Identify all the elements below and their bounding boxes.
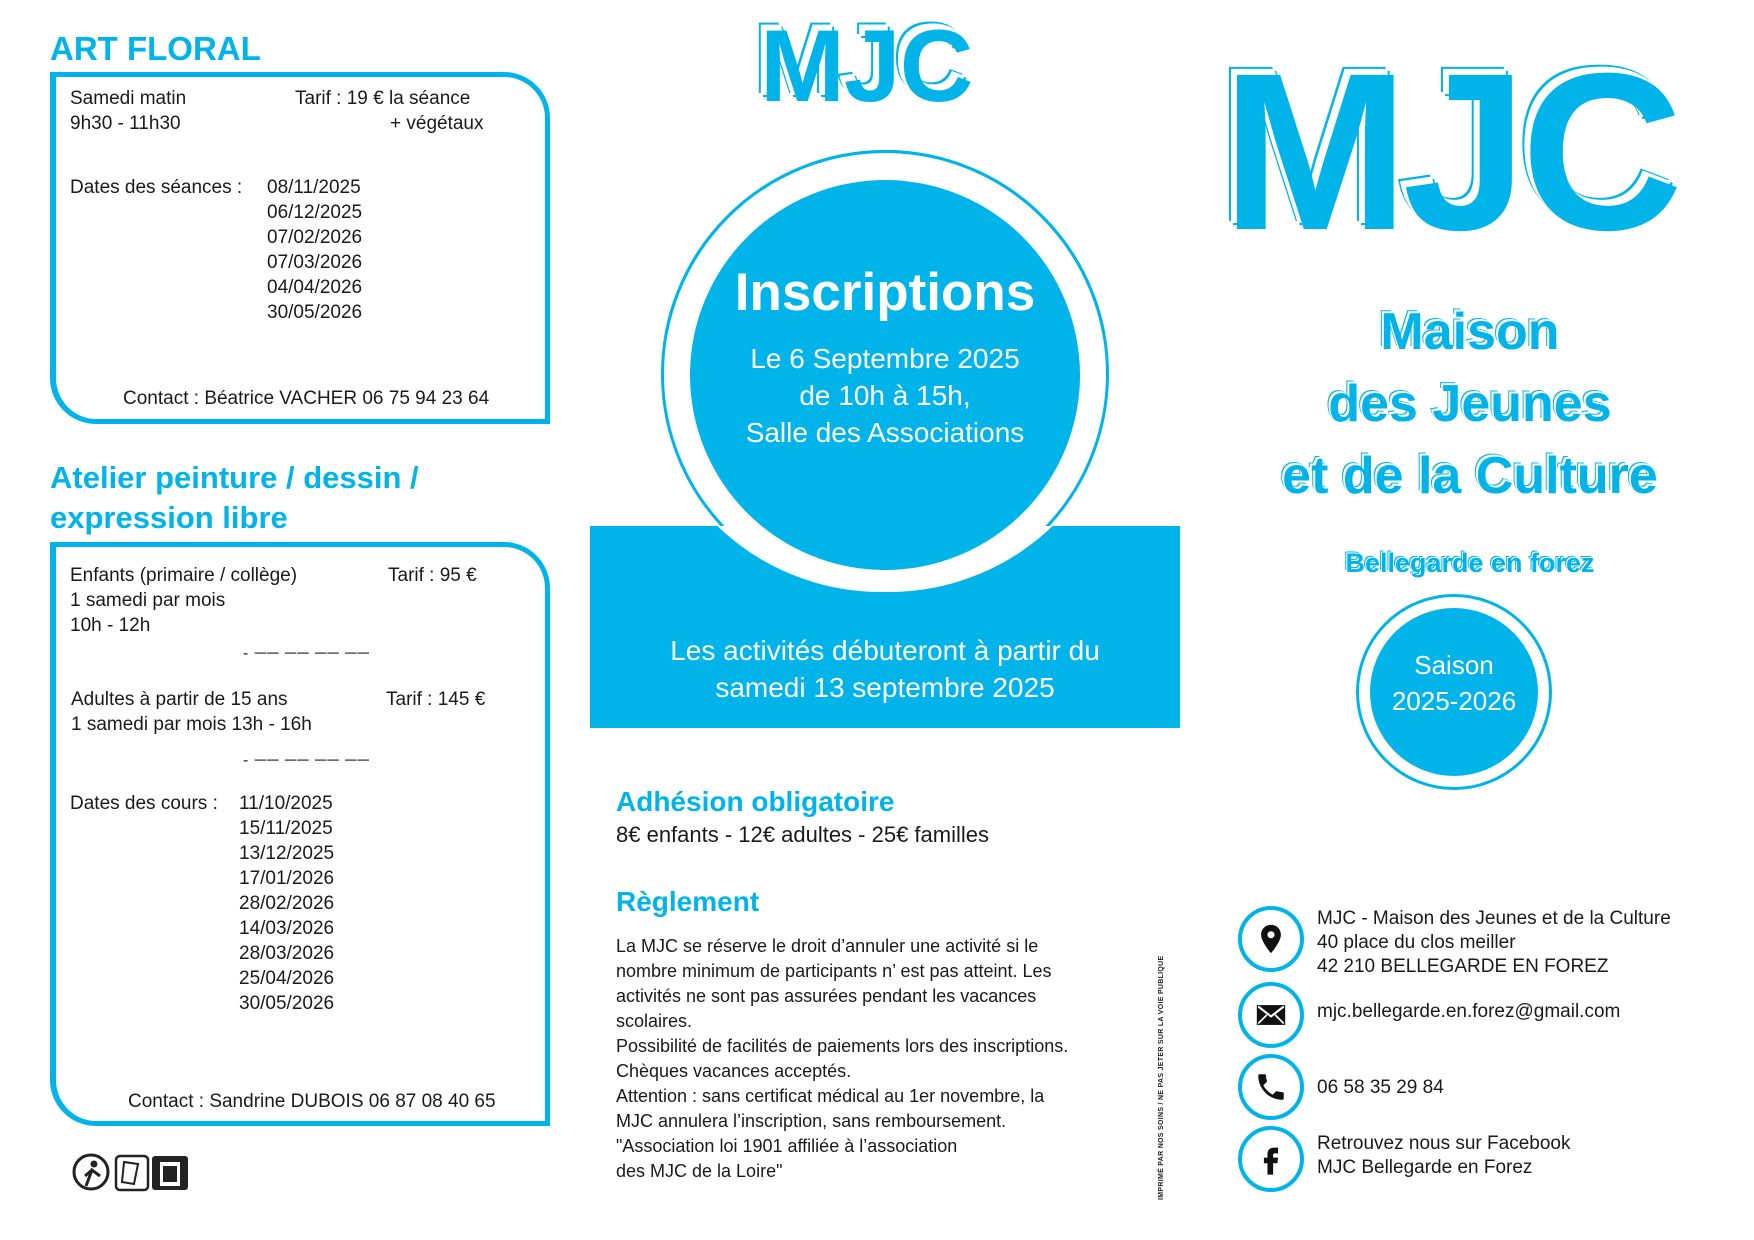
date-item: 11/10/2025 — [239, 793, 333, 814]
mjc-name-line2: des Jeunes — [1328, 375, 1612, 433]
atelier-title-line2: expression libre — [50, 500, 288, 535]
inscriptions-place: Salle des Associations — [745, 417, 1025, 448]
date-item: 13/12/2025 — [239, 843, 335, 864]
atelier-contact: Contact : Sandrine DUBOIS 06 87 08 40 65 — [128, 1091, 496, 1112]
right-mjc-logo: MJC — [1222, 27, 1677, 277]
phone-number[interactable]: 06 58 35 29 84 — [1317, 1077, 1444, 1098]
mjc-full-name — [1230, 296, 1710, 512]
date-item: 30/05/2026 — [267, 302, 363, 323]
address-line2: 40 place du clos meiller — [1317, 932, 1516, 953]
atelier-adults-tarif: Tarif : 145 € — [386, 689, 486, 710]
date-item: 15/11/2025 — [239, 818, 333, 839]
separator: - ── ── ── ── — [243, 645, 370, 662]
atelier-adults-freq: 1 samedi par mois 13h - 16h — [71, 714, 312, 735]
envelope-icon — [1238, 982, 1304, 1048]
address-line3: 42 210 BELLEGARDE EN FOREZ — [1317, 956, 1609, 977]
art-floral-tarif: Tarif : 19 € la séance — [295, 88, 471, 109]
atelier-dates-label: Dates des cours : — [70, 793, 218, 814]
atelier-kids-label: Enfants (primaire / collège) — [70, 565, 298, 586]
reglement-line: "Association loi 1901 affiliée à l’association — [616, 1136, 958, 1156]
litter-notice: IMPRIMÉ PAR NOS SOINS / NE PAS JETER SUR LA VOIE PUBLIQUE — [1158, 955, 1165, 1200]
adhesion-prices: 8€ enfants - 12€ adultes - 25€ familles — [616, 822, 990, 847]
inscriptions-title: Inscriptions — [734, 263, 1036, 322]
date-item: 07/03/2026 — [267, 252, 363, 273]
reglement-line: activités ne sont pas assurées pendant les vacances — [616, 986, 1037, 1006]
art-floral-time: 9h30 - 11h30 — [70, 113, 181, 134]
date-item: 14/03/2026 — [239, 918, 335, 939]
reglement-line: La MJC se réserve le droit d’annuler une activité si le — [616, 936, 1039, 956]
date-item: 08/11/2025 — [267, 177, 361, 198]
atelier-kids-tarif: Tarif : 95 € — [388, 565, 477, 586]
mjc-name-line1: Maison — [1380, 303, 1560, 361]
reglement-title: Règlement — [616, 886, 760, 917]
reglement-line: Attention : sans certificat médical au 1er novembre, la — [616, 1086, 1045, 1106]
atelier-adults-label: Adultes à partir de 15 ans — [71, 689, 288, 710]
season-years: 2025-2026 — [1391, 686, 1517, 716]
address-line1: MJC - Maison des Jeunes et de la Culture — [1317, 908, 1671, 929]
art-floral-contact: Contact : Béatrice VACHER 06 75 94 23 64 — [123, 388, 490, 409]
reglement-line: Chèques vacances acceptés. — [616, 1061, 852, 1081]
atelier-kids-freq: 1 samedi par mois — [70, 590, 226, 611]
reglement-line: des MJC de la Loire" — [616, 1161, 783, 1181]
address-block — [1317, 907, 1671, 979]
atelier-kids-time: 10h - 12h — [70, 615, 151, 636]
mjc-name-line3: et de la Culture — [1282, 447, 1658, 505]
facebook-icon — [1238, 1126, 1304, 1192]
date-item: 28/03/2026 — [239, 943, 335, 964]
phone-icon — [1238, 1054, 1304, 1120]
date-item: 30/05/2026 — [239, 993, 335, 1014]
atelier-dates-list — [239, 791, 334, 1016]
inscriptions-details — [690, 340, 1080, 451]
separator: - ── ── ── ── — [243, 752, 370, 769]
art-floral-title: ART FLORAL — [50, 30, 261, 67]
date-item: 04/04/2026 — [267, 277, 363, 298]
facebook-line1: Retrouvez nous sur Facebook — [1317, 1133, 1571, 1154]
facebook-line2[interactable]: MJC Bellegarde en Forez — [1317, 1157, 1533, 1178]
email-link[interactable]: mjc.bellegarde.en.forez@gmail.com — [1317, 1001, 1621, 1022]
reglement-line: scolaires. — [616, 1011, 693, 1031]
inscriptions-date: Le 6 Septembre 2025 — [750, 343, 1020, 374]
art-floral-tarif-extra: + végétaux — [390, 113, 484, 134]
reglement-line: Possibilité de facilités de paiements lors des inscriptions. — [616, 1036, 1069, 1056]
atelier-title-line1: Atelier peinture / dessin / — [50, 460, 419, 495]
season-label: Saison — [1414, 650, 1494, 680]
activities-start-line2: samedi 13 septembre 2025 — [715, 672, 1055, 703]
art-floral-dates-label: Dates des séances : — [70, 177, 243, 198]
art-floral-when: Samedi matin — [70, 88, 187, 109]
reglement-line: MJC annulera l’inscription, sans remboursement. — [616, 1111, 1007, 1131]
recycling-triman-icon — [72, 1150, 194, 1199]
date-item: 06/12/2025 — [267, 202, 363, 223]
date-item: 25/04/2026 — [239, 968, 335, 989]
facebook-block — [1317, 1132, 1570, 1180]
season-text — [1370, 647, 1538, 719]
town-name: Bellegarde en forez — [1345, 548, 1595, 578]
activities-start-line1: Les activités débuteront à partir du — [670, 635, 1100, 666]
reglement-line: nombre minimum de participants n’ est pas atteint. Les — [616, 961, 1052, 981]
date-item: 28/02/2026 — [239, 893, 335, 914]
atelier-title — [50, 458, 419, 538]
center-mjc-logo: MJC — [760, 9, 973, 123]
location-pin-icon — [1238, 906, 1304, 972]
adhesion-title: Adhésion obligatoire — [616, 786, 895, 817]
art-floral-dates-list — [267, 175, 362, 325]
inscriptions-hours: de 10h à 15h, — [799, 380, 971, 411]
activities-start — [590, 632, 1180, 706]
date-item: 17/01/2026 — [239, 868, 335, 889]
reglement-text — [616, 934, 1156, 1184]
date-item: 07/02/2026 — [267, 227, 363, 248]
